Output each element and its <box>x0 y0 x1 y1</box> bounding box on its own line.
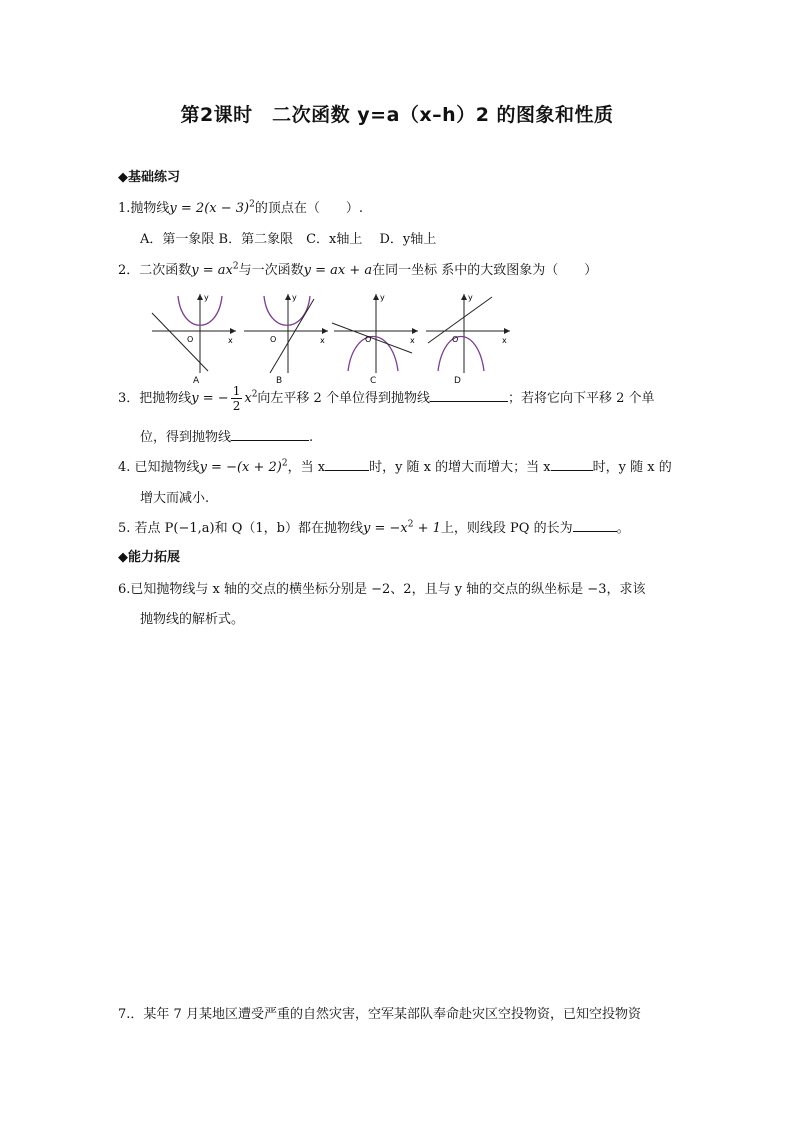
q3-fraction-denominator: 2 <box>232 399 241 413</box>
q3-fraction <box>231 384 243 413</box>
question-2 <box>118 259 597 278</box>
q4-answer-blank-2[interactable] <box>551 458 593 471</box>
graph-d-y-label: y <box>468 293 473 302</box>
question-1 <box>118 197 363 216</box>
graph-a-x-label: x <box>228 336 233 345</box>
question-5 <box>118 517 630 536</box>
graph-a-origin: O <box>187 335 194 344</box>
q3-text: 把抛物线 <box>139 391 192 406</box>
q3-line2-end: . <box>309 430 314 445</box>
q3-formula-lhs: y = − <box>191 391 229 406</box>
q4-answer-blank-1[interactable] <box>325 458 369 471</box>
q2-formula-2: y = ax + a <box>303 263 373 278</box>
q3-number: 3． <box>118 391 140 406</box>
graph-option-c <box>330 291 422 376</box>
q3-text-mid: 向左平移 2 个单位得到抛物线 <box>257 391 430 406</box>
graph-d-origin: O <box>452 335 459 344</box>
graph-option-d <box>422 291 514 376</box>
section-advanced-heading: ◆能力拓展 <box>118 550 180 565</box>
q2-text-end: 在同一坐标 系中的大致图象为（ ） <box>372 263 598 278</box>
q1-number: 1. <box>118 201 131 216</box>
q4-line-2: 增大而减小. <box>140 491 210 506</box>
q5-answer-blank[interactable] <box>573 519 617 532</box>
graph-a-y-label: y <box>204 293 209 302</box>
graph-c-x-label: x <box>410 336 415 345</box>
graph-b-origin: O <box>270 335 277 344</box>
graph-label-a: A <box>193 376 200 386</box>
question-3 <box>118 384 655 413</box>
q1-exponent: 2 <box>249 199 255 210</box>
q1-text: 抛物线 <box>130 201 170 216</box>
q5-text-a: 若点 P(−1,a)和 Q（1，b）都在抛物线 <box>134 521 363 536</box>
question-3-line-2 <box>140 426 313 445</box>
q5-text-c: 。 <box>616 521 630 536</box>
q3-answer-blank-1[interactable] <box>430 389 508 402</box>
q4-formula: y = −(x + 2) <box>199 460 282 475</box>
q5-formula-tail: + 1 <box>413 521 441 536</box>
q2-number: 2． <box>118 263 140 278</box>
graph-option-a <box>148 291 240 376</box>
q4-text-b: 时，y 随 x 的增大而增大；当 x <box>369 460 551 475</box>
graph-option-b <box>240 291 332 376</box>
q2-formula-1: y = ax <box>191 263 233 278</box>
question-7: 7.．某年 7 月某地区遭受严重的自然灾害，空军某部队奉命赴灾区空投物资，已知空投物资 <box>118 1007 641 1022</box>
q3-line2-text: 位，得到抛物线 <box>140 430 232 445</box>
q3-fraction-numerator: 1 <box>232 384 241 398</box>
q2-text: 二次函数 <box>139 263 192 278</box>
q1-text-end: 的顶点在（ ）. <box>254 201 363 216</box>
q3-formula-rhs: x <box>244 391 252 406</box>
q1-options: A．第一象限 B．第二象限 C．x轴上 D．y轴上 <box>140 232 437 247</box>
q5-exponent: 2 <box>407 519 414 530</box>
question-4 <box>118 456 672 475</box>
q2-text-mid: 与一次函数 <box>238 263 304 278</box>
graph-c-y-label: y <box>380 293 385 302</box>
q1-formula: y = 2(x − 3) <box>169 201 250 216</box>
q5-text-b: 上，则线段 PQ 的长为 <box>440 521 573 536</box>
graph-b-y-label: y <box>292 293 297 302</box>
graph-b-x-label: x <box>320 336 325 345</box>
q3-exponent: 2 <box>251 389 258 400</box>
q4-text: 已知抛物线 <box>134 460 200 475</box>
q4-exponent: 2 <box>281 458 288 469</box>
q5-formula: y = −x <box>363 521 408 536</box>
q4-text-c: 时，y 随 x 的 <box>592 460 672 475</box>
section-basic-heading: ◆基础练习 <box>118 170 180 185</box>
q5-number: 5. <box>118 521 131 536</box>
q2-exponent: 2 <box>232 261 239 272</box>
graph-d-x-label: x <box>502 336 507 345</box>
graph-label-d: D <box>454 376 461 386</box>
q4-text-a: ，当 x <box>287 460 326 475</box>
graph-label-c: C <box>370 376 377 386</box>
q3-text-end: ；若将它向下平移 2 个单 <box>507 391 655 406</box>
page-title: 第2课时 二次函数 y=a（x–h）2 的图象和性质 <box>180 104 614 126</box>
question-6-line-2: 抛物线的解析式。 <box>140 612 245 627</box>
q3-answer-blank-2[interactable] <box>231 428 309 441</box>
graph-c-origin: O <box>365 335 372 344</box>
q4-number: 4. <box>118 460 131 475</box>
question-6: 6.已知抛物线与 x 轴的交点的横坐标分别是 −2、2，且与 y 轴的交点的纵坐标是 −3，求该 <box>118 582 646 597</box>
graph-label-b: B <box>276 376 283 386</box>
